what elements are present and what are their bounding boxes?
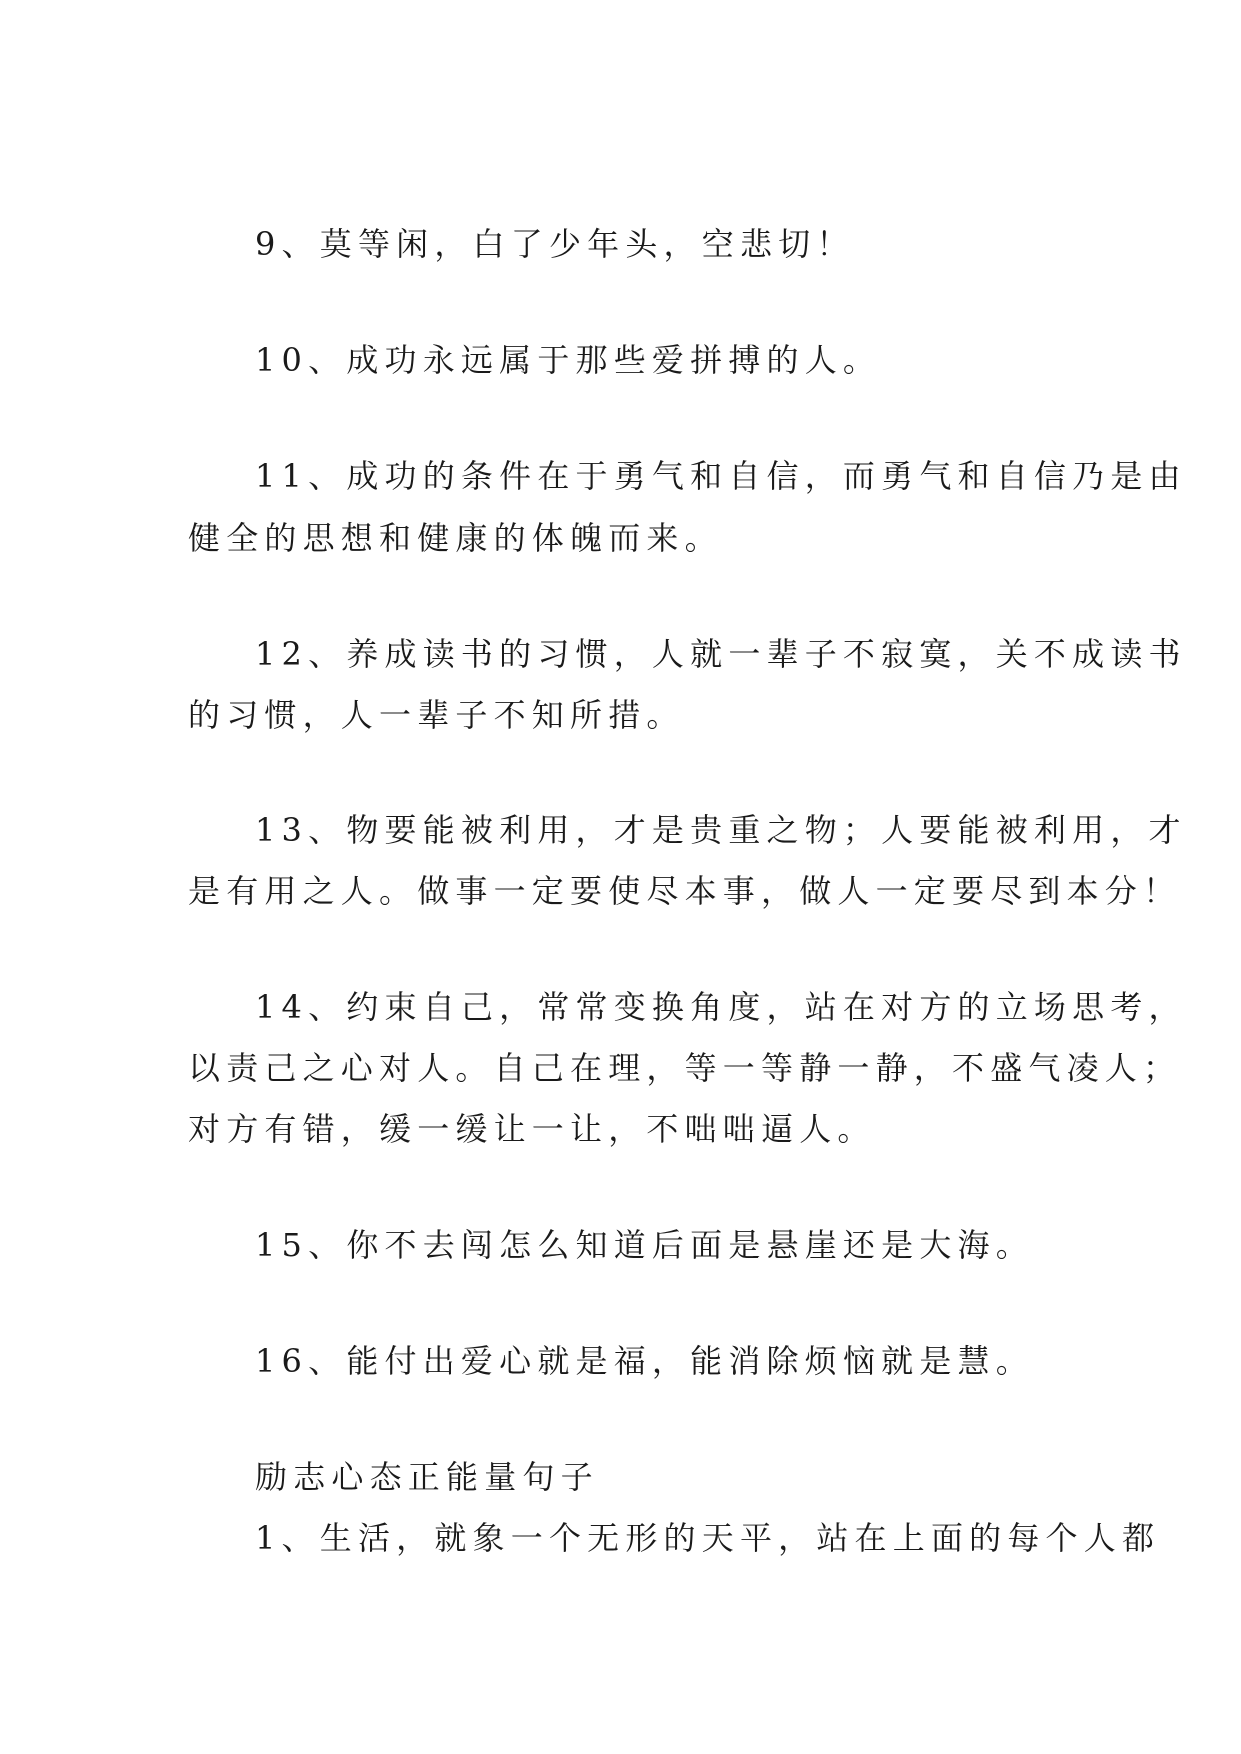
- paragraph-14-line-1: 14、约束自己，常常变换角度，站在对方的立场思考，: [255, 988, 1187, 1026]
- paragraph-14-line-3: 对方有错，缓一缓让一让，不咄咄逼人。: [188, 1110, 876, 1148]
- paragraph-12-line-1: 12、养成读书的习惯，人就一辈子不寂寞，关不成读书: [255, 635, 1187, 673]
- paragraph-15-line-1: 15、你不去闯怎么知道后面是悬崖还是大海。: [255, 1226, 1034, 1264]
- paragraph-10-line-1: 10、成功永远属于那些爱拼搏的人。: [255, 341, 882, 379]
- paragraph-9-line-1: 9、莫等闲，白了少年头，空悲切！: [255, 225, 855, 263]
- paragraph-13-line-2: 是有用之人。做事一定要使尽本事，做人一定要尽到本分！: [188, 872, 1182, 910]
- paragraph-11-line-2: 健全的思想和健康的体魄而来。: [188, 519, 723, 557]
- section-heading: 励志心态正能量句子: [255, 1458, 599, 1496]
- section-item-1-line-1: 1、生活，就象一个无形的天平，站在上面的每个人都: [255, 1519, 1161, 1557]
- paragraph-11-line-1: 11、成功的条件在于勇气和自信，而勇气和自信乃是由: [255, 457, 1187, 495]
- paragraph-12-line-2: 的习惯，人一辈子不知所措。: [188, 696, 685, 734]
- paragraph-14-line-2: 以责己之心对人。自己在理，等一等静一静，不盛气凌人；: [188, 1049, 1182, 1087]
- paragraph-13-line-1: 13、物要能被利用，才是贵重之物；人要能被利用，才: [255, 811, 1187, 849]
- paragraph-16-line-1: 16、能付出爱心就是福，能消除烦恼就是慧。: [255, 1342, 1034, 1380]
